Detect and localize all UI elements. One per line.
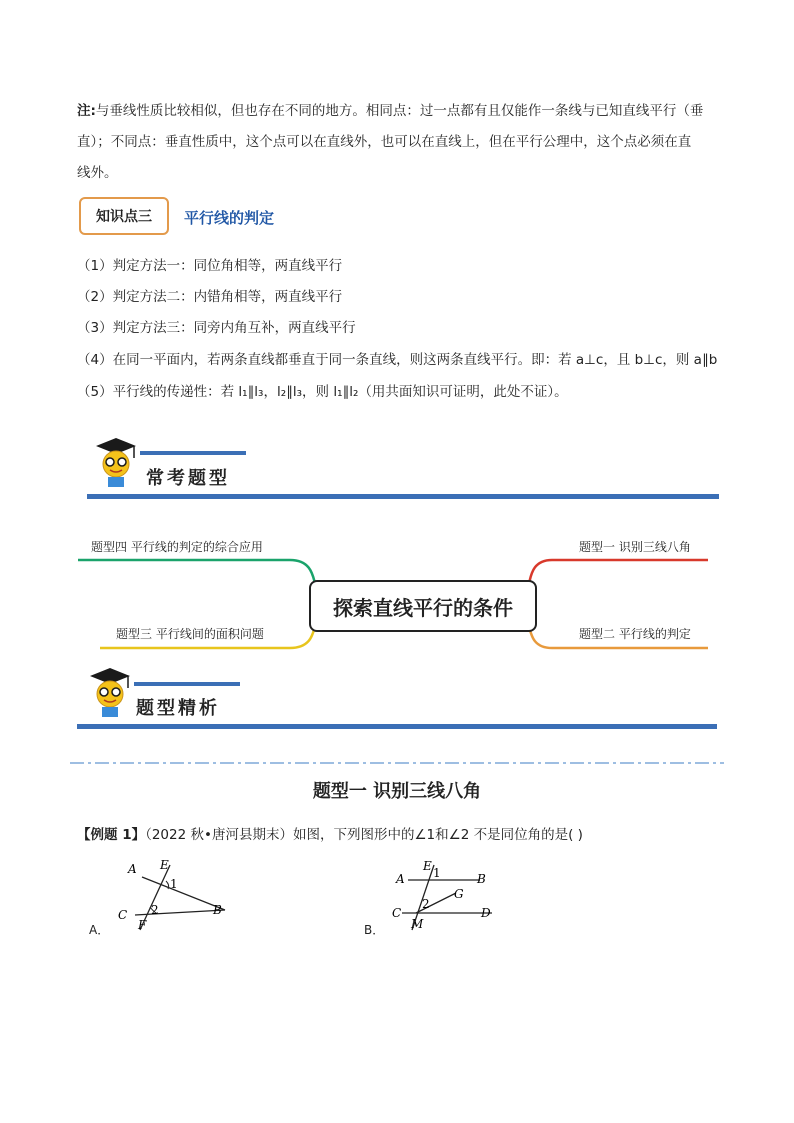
method-5: （5）平行线的传递性：若 l₁∥l₃，l₂∥l₃，则 l₁∥l₂（用共面知识可证明，此处不证）。 [77, 384, 568, 400]
option-a[interactable]: A． [89, 923, 110, 937]
mascot-icon-2 [84, 666, 134, 720]
method-3: （3）判定方法三：同旁内角互补，两直线平行 [77, 320, 356, 336]
mindmap-topic-3: 题型三 平行线间的面积问题 [116, 627, 264, 641]
mindmap-topic-1: 题型一 识别三线八角 [579, 540, 691, 554]
note-line-1 [77, 101, 703, 121]
fig-a-label-c: C [118, 908, 128, 922]
fig-a-label-e: E [160, 858, 169, 872]
note-text-1: 与垂线性质比较相似，但也存在不同的地方。相同点：过一点都有且仅能作一条线与已知直线平行（垂 [95, 103, 704, 119]
fig-b-label-d: D [481, 906, 491, 920]
section1-divider [87, 494, 719, 499]
section2-title: 题型精析 [136, 698, 220, 719]
fig-b-label-b: B [477, 872, 486, 886]
method-1: （1）判定方法一：同位角相等，两直线平行 [77, 258, 343, 274]
section1-title: 常考题型 [146, 468, 230, 489]
example1 [77, 825, 583, 845]
mindmap-topic-2: 题型二 平行线的判定 [579, 627, 691, 641]
mindmap-topic-4: 题型四 平行线的判定的综合应用 [91, 540, 263, 554]
option-b[interactable]: B． [364, 923, 385, 937]
example1-text: （2022 秋•唐河县期末）如图，下列图形中的∠1和∠2 不是同位角的是( ) [145, 827, 583, 843]
figure-b [380, 855, 520, 940]
type1-title: 题型一 识别三线八角 [312, 781, 482, 802]
note-line-2: 直）；不同点：垂直性质中，这个点可以在直线外，也可以在直线上，但在平行公理中，这个点必须在直 [77, 134, 692, 150]
fig-a-label-1: 1 [170, 877, 178, 891]
fig-b-label-g: G [454, 887, 464, 901]
section2-divider [77, 724, 717, 729]
fig-b-label-1: 1 [433, 866, 441, 880]
example1-label: 【例题 1】 [77, 827, 146, 843]
fig-a-label-b: B [213, 903, 222, 917]
fig-b-label-e: E [423, 859, 432, 873]
fig-a-label-a: A [128, 862, 137, 876]
fig-b-label-c: C [392, 906, 402, 920]
fig-b-label-2: 2 [422, 897, 430, 911]
mindmap-center: 探索直线平行的条件 [309, 580, 537, 632]
fig-a-label-f: F [138, 918, 147, 932]
mascot-icon [90, 436, 140, 490]
fig-b-label-a: A [396, 872, 405, 886]
note-line-3: 线外。 [77, 165, 118, 181]
note-prefix: 注: [77, 103, 96, 119]
fig-b-label-m: M [411, 917, 424, 931]
method-4: （4）在同一平面内，若两条直线都垂直于同一条直线，则这两条直线平行。即：若 a⊥c，且 b⊥c，则 a∥b [77, 352, 718, 368]
fig-a-label-2: 2 [151, 903, 159, 917]
knowledge-badge: 知识点三 [79, 197, 169, 235]
dashdot-separator [70, 761, 724, 765]
knowledge-title: 平行线的判定 [184, 209, 275, 227]
section2-accent-bar [134, 682, 240, 686]
section1-accent-bar [140, 451, 246, 455]
method-2: （2）判定方法二：内错角相等，两直线平行 [77, 289, 343, 305]
